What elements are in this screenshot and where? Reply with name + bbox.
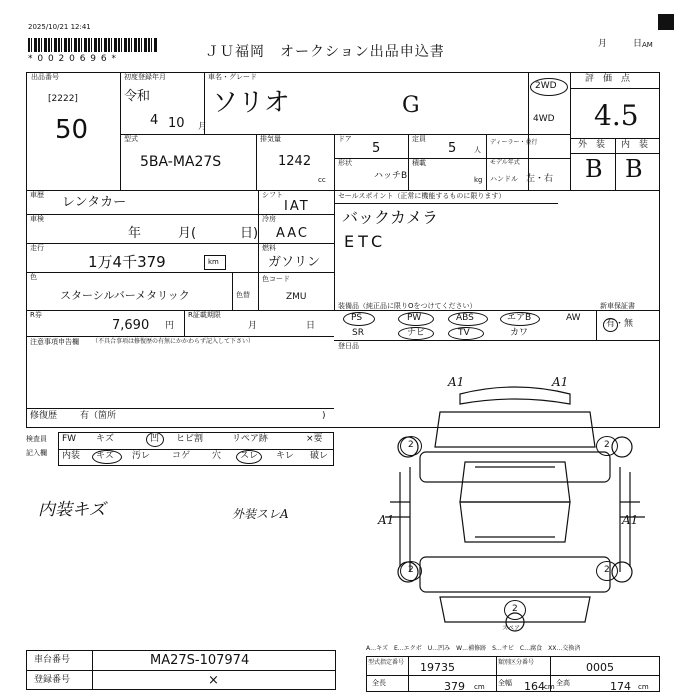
date-day-suffix: 日 (633, 39, 643, 49)
drive-4wd: 4WD (533, 114, 555, 124)
equip-sr: SR (352, 328, 364, 338)
width-label: 全幅 (498, 679, 512, 687)
door-label: ドア (338, 135, 352, 143)
equip-aw: AW (566, 313, 581, 323)
inspector-row2-wear: スレ (240, 451, 259, 461)
notes-sublabel: （不具合事項は修復歴の有無にかかわらず記入して下さい） (92, 338, 255, 345)
registration-number-label: 登録番号 (34, 675, 71, 685)
remarks-label: 登日品 (338, 342, 359, 350)
chassis-label: 車台番号 (34, 655, 71, 665)
equip-navi: ナビ (407, 328, 426, 338)
height-unit: cm (638, 683, 649, 691)
score-label: 評 価 点 (585, 74, 631, 84)
model-label: 型式 (124, 135, 138, 143)
damage-mark-front-left: A1 (448, 375, 465, 389)
recycle-amount: 7,690 (112, 318, 150, 333)
color-code: ZMU (286, 292, 307, 302)
car-name-label: 車名・グレード (208, 73, 257, 81)
inspector-row2-burn: コゲ (172, 451, 191, 461)
inspector-row1-scratch: キズ (96, 434, 114, 444)
inspector-row1-crack: ヒビ割 (176, 434, 204, 444)
displacement-unit: cc (318, 176, 326, 184)
capacity-value: 5 (448, 141, 457, 156)
cert-label: 型式指定番号 (368, 659, 405, 666)
repair-history-close: ) (322, 411, 326, 421)
load-unit: kg (474, 176, 483, 184)
inspector-row2-scratch: キズ (96, 451, 114, 461)
capacity-unit: 人 (474, 146, 481, 154)
inspection-day: 日) (240, 226, 259, 241)
recycle-month: 月 (248, 321, 258, 331)
new-car-warranty-label: 新車保証書 (600, 302, 635, 310)
selling-point-2: ETC (344, 232, 387, 251)
interior-score: B (625, 155, 643, 183)
inspector-row1-repair: リペア跡 (232, 434, 268, 444)
serial-number: * 0 0 2 0 6 9 6 * (28, 54, 117, 64)
spare-label: スペア (502, 625, 521, 632)
model-value: 5BA-MA27S (140, 154, 222, 170)
recycle-unit: 円 (165, 321, 175, 331)
notes-label: 注意事項申告欄 (30, 338, 79, 346)
selling-point-1: バックカメラ (342, 208, 439, 227)
equip-leather: カワ (510, 328, 529, 338)
inspection-year: 年 (128, 226, 142, 241)
mileage-unit: km (208, 258, 219, 266)
car-grade: G (402, 93, 420, 118)
displacement-value: 1242 (278, 154, 312, 169)
model-year-label: モデル年式 (490, 159, 520, 166)
score-value: 4.5 (594, 99, 639, 132)
dealer-label: ディーラー・並行 (490, 139, 538, 146)
equipment-label: 装備品（純正品に限りOをつけてください） (338, 302, 477, 310)
body-label: 形状 (338, 159, 352, 167)
length-value: 379 (444, 680, 465, 693)
inspection-label: 車検 (30, 215, 44, 223)
equip-pw: PW (407, 313, 422, 323)
registration-number: × (208, 673, 219, 688)
inspector-row2-tear: 破レ (310, 451, 329, 461)
inspector-dent-circle (146, 432, 164, 447)
fuel-label: 燃料 (262, 244, 276, 252)
inspector-sublabel: 記入欄 (26, 449, 47, 457)
displacement-label: 排気量 (260, 135, 281, 143)
inspector-row2-scratch-circle (92, 450, 122, 464)
date-month-suffix: 月 (598, 39, 608, 49)
handle-label: ハンドル (490, 175, 518, 183)
drive-2wd: 2WD (535, 81, 557, 91)
interior-label: 内 装 (621, 140, 649, 150)
equip-abs: ABS (456, 313, 474, 323)
history-value: レンタカー (62, 195, 127, 210)
lot-code: [2222] (48, 94, 78, 104)
repair-history-value: 有（箇所 (80, 411, 117, 421)
chassis-number: MA27S-107974 (150, 653, 250, 668)
exterior-score: B (585, 155, 603, 183)
ac-label: 冷房 (262, 215, 276, 223)
inspector-row1-fw: FW (62, 434, 77, 444)
new-car-warranty-circle (603, 318, 618, 332)
capacity-label: 定員 (412, 135, 426, 143)
exterior-label: 外 装 (578, 140, 606, 150)
registration-era: 令和 (124, 89, 151, 104)
inspector-row2-dirt: 汚レ (132, 451, 151, 461)
selling-points-label: セールスポイント（正常に機能するものに限ります） (338, 192, 506, 200)
handwritten-exterior-note: 外装スレA (232, 507, 289, 521)
load-label: 積載 (412, 159, 426, 167)
wheel-mark-fl: 2 (408, 440, 414, 450)
registration-month-suffix: 月 (198, 122, 208, 132)
shift-value: IAT (284, 199, 310, 214)
equip-airbag: エアB (507, 313, 532, 323)
damage-legend: A…キズ E…エクボ U…凹み W…補修跡 S…サビ C…腐食 XX…交換済 (366, 645, 581, 652)
registration-month: 10 (168, 116, 185, 131)
length-label: 全長 (372, 679, 386, 687)
mileage-label: 走行 (30, 244, 44, 252)
spare-mark: 2 (512, 604, 518, 614)
shift-label: シフト (262, 191, 283, 199)
recycle-label: R券 (30, 311, 42, 319)
body-value: ハッチB (374, 171, 408, 181)
repair-history-label: 修復歴 (30, 411, 58, 421)
inspector-row1-needed: ×要 (306, 434, 323, 444)
recycle-day: 日 (306, 321, 316, 331)
class-label: 類別区分番号 (498, 659, 535, 666)
width-unit: cm (544, 683, 555, 691)
fuel-value: ガソリン (268, 255, 321, 270)
print-timestamp: 2025/10/21 12:41 (28, 23, 91, 31)
inspector-row2-wear-circle (236, 450, 262, 464)
damage-mark-left-side: A1 (378, 513, 395, 527)
cert-value: 19735 (420, 661, 455, 674)
inspector-row2-interior: 内装 (62, 451, 81, 461)
color-code-label: 色コード (262, 275, 290, 283)
form-title: ＪＵ福岡 オークション出品申込書 (205, 44, 445, 60)
damage-mark-front-right: A1 (552, 375, 569, 389)
inspector-row1-dent: 凹 (150, 434, 160, 444)
registration-label: 初度登録年月 (124, 73, 166, 81)
wheel-mark-rr: 2 (604, 565, 610, 575)
corner-mark (658, 14, 674, 30)
recycle-validity-label: R証載期限 (188, 311, 221, 319)
color-value: スターシルバーメタリック (60, 289, 190, 302)
barcode (28, 38, 158, 52)
handle-value: 左・右 (526, 174, 554, 184)
registration-year: 4 (150, 113, 159, 128)
car-name: ソリオ (212, 88, 290, 118)
class-value: 0005 (586, 661, 614, 674)
inspection-month: 月( (178, 226, 197, 241)
height-label: 全高 (556, 679, 570, 687)
color-label: 色 (30, 273, 37, 281)
wheel-mark-rl: 2 (408, 565, 414, 575)
inspector-row2-cut: キレ (276, 451, 294, 461)
history-label: 車歴 (30, 191, 44, 199)
date-extra: AM (642, 41, 653, 49)
equip-tv: TV (458, 328, 470, 338)
height-value: 174 (610, 680, 631, 693)
lot-label: 出品番号 (31, 73, 59, 81)
wheel-mark-fr: 2 (604, 440, 610, 450)
new-car-warranty-value: 有・無 (606, 319, 634, 329)
mileage-value: 1万4千379 (88, 253, 166, 271)
lot-number: 50 (55, 115, 89, 145)
inspector-label: 検査員 (26, 435, 47, 443)
door-value: 5 (372, 141, 381, 156)
ac-value: AAC (276, 226, 309, 241)
inspector-row2-hole: 穴 (212, 451, 222, 461)
damage-mark-right-side: A1 (622, 513, 639, 527)
handwritten-interior-note: 内装キズ (38, 500, 106, 520)
equip-ps: PS (351, 313, 363, 323)
length-unit: cm (474, 683, 485, 691)
width-value: 164 (524, 680, 545, 693)
color-change-label: 色替 (236, 291, 250, 299)
